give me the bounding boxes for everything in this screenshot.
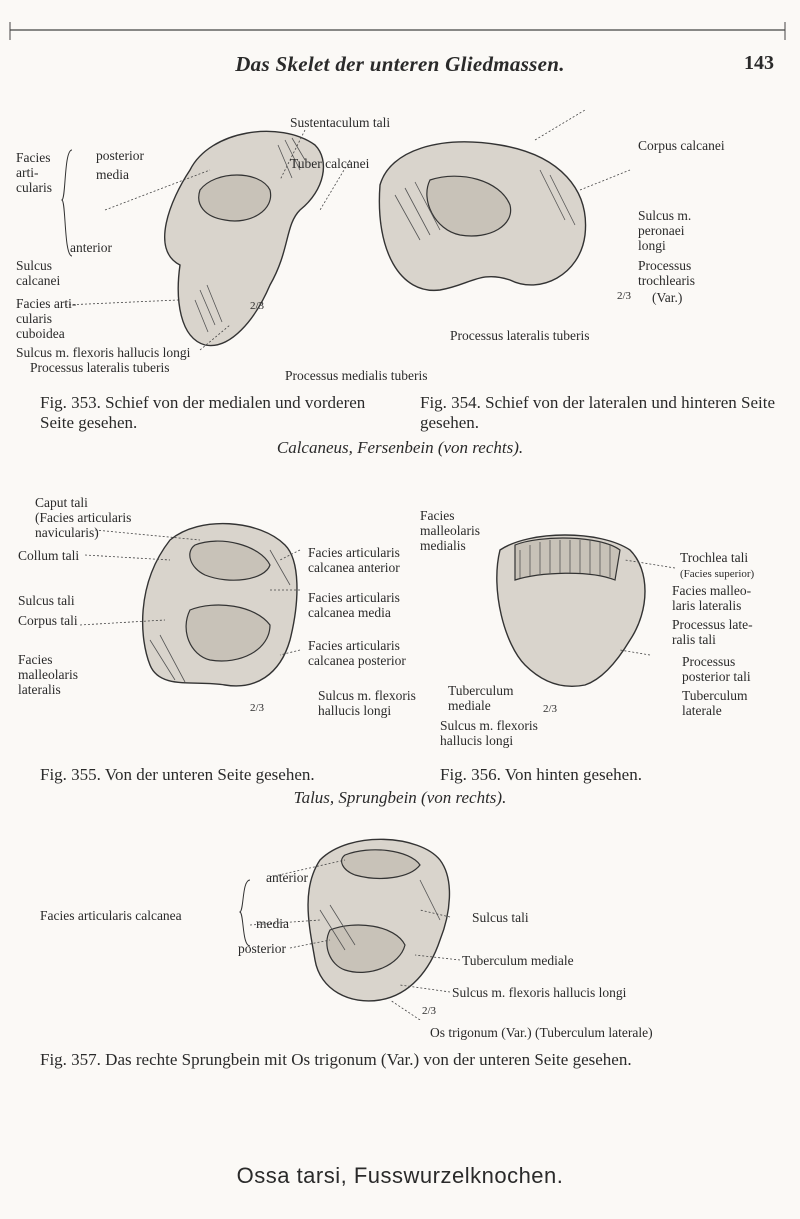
label-proc-lateralis-tuberis: Processus lateralis tuberis bbox=[450, 328, 590, 343]
label-sustentaculum: Sustentaculum tali bbox=[290, 115, 391, 130]
label-os-trigonum: Os trigonum (Var.) (Tuberculum laterale) bbox=[430, 1025, 653, 1040]
scale-354: 2/3 bbox=[617, 290, 632, 302]
label-proc-posterior-tali: Processus posterior tali bbox=[682, 654, 751, 684]
fig355-talus-drawing bbox=[143, 524, 297, 686]
label-fa-posterior: Facies articularis calcanea posterior bbox=[308, 638, 406, 668]
label-tuberculum-mediale-357: Tuberculum mediale bbox=[462, 953, 574, 968]
label-facies-malleolaris-lat-356: Facies malleo- laris lateralis bbox=[672, 583, 752, 613]
subtitle-calcaneus: Calcaneus, Fersenbein (von rechts). bbox=[276, 438, 524, 457]
subtitle-talus: Talus, Sprungbein (von rechts). bbox=[293, 788, 507, 807]
caption-fig356: Fig. 356. Von hinten gesehen. bbox=[440, 765, 642, 784]
label-facies-superior: (Facies superior) bbox=[680, 568, 755, 580]
label-proc-lateralis-353: Processus lateralis tuberis bbox=[30, 360, 170, 375]
scale-356: 2/3 bbox=[543, 703, 558, 715]
label-posterior: posterior bbox=[96, 148, 144, 163]
page-number: 143 bbox=[744, 52, 774, 74]
caption-fig355: Fig. 355. Von der unteren Seite gesehen. bbox=[40, 765, 315, 784]
page-border bbox=[0, 0, 800, 60]
label-posterior-357: posterior bbox=[238, 941, 286, 956]
label-media-357: media bbox=[256, 916, 289, 931]
label-facies-articularis: Facies arti- cularis bbox=[16, 150, 52, 195]
label-var-354: (Var.) bbox=[652, 290, 683, 305]
label-sulcus-flexoris-355: Sulcus m. flexoris hallucis longi bbox=[318, 688, 416, 718]
label-tuberculum-laterale: Tuberculum laterale bbox=[682, 688, 748, 718]
label-media: media bbox=[96, 167, 129, 182]
label-corpus-tali: Corpus tali bbox=[18, 613, 78, 628]
label-facies-cuboidea: Facies arti- cularis cuboidea bbox=[16, 296, 77, 341]
label-anterior: anterior bbox=[70, 240, 112, 255]
caption-fig353: Fig. 353. Schief von der medialen und vorderen Seite gesehen. bbox=[40, 393, 366, 432]
page-footer: Ossa tarsi, Fusswurzelknochen. bbox=[236, 1163, 564, 1188]
fig356-talus-drawing bbox=[497, 535, 645, 686]
label-caput-tali: Caput tali (Facies articularis navicularis) bbox=[35, 495, 132, 540]
label-trochlea-tali: Trochlea tali bbox=[680, 550, 749, 565]
label-sulcus-peronaei: Sulcus m. peronaei longi bbox=[638, 208, 692, 253]
label-sulcus-flexoris-353: Sulcus m. flexoris hallucis longi bbox=[16, 345, 191, 360]
label-sulcus-flexoris-356: Sulcus m. flexoris hallucis longi bbox=[440, 718, 538, 748]
label-fa-media: Facies articularis calcanea media bbox=[308, 590, 400, 620]
label-collum-tali: Collum tali bbox=[18, 548, 80, 563]
page-header-title: Das Skelet der unteren Gliedmassen. bbox=[235, 52, 565, 76]
scale-353: 2/3 bbox=[250, 300, 265, 312]
label-sulcus-calcanei: Sulcus calcanei bbox=[16, 258, 61, 288]
label-tuberculum-mediale-356: Tuberculum mediale bbox=[448, 683, 514, 713]
label-facies-malleolaris-med: Facies malleolaris medialis bbox=[420, 508, 480, 553]
label-facies-calcanea: Facies articularis calcanea bbox=[40, 908, 182, 923]
brace-357 bbox=[238, 878, 252, 948]
label-facies-malleolaris-lat: Facies malleolaris lateralis bbox=[18, 652, 78, 697]
fig354-calcaneus-drawing bbox=[379, 142, 585, 290]
label-corpus-calcanei: Corpus calcanei bbox=[638, 138, 725, 153]
label-sulcus-tali-357: Sulcus tali bbox=[472, 910, 529, 925]
label-proc-trochlearis: Processus trochlearis bbox=[638, 258, 695, 288]
label-sulcus-tali-355: Sulcus tali bbox=[18, 593, 75, 608]
caption-fig357: Fig. 357. Das rechte Sprungbein mit Os trigonum (Var.) von der unteren Seite gesehen. bbox=[40, 1050, 632, 1069]
label-sulcus-flexoris-357: Sulcus m. flexoris hallucis longi bbox=[452, 985, 627, 1000]
label-fa-anterior: Facies articularis calcanea anterior bbox=[308, 545, 400, 575]
scale-355: 2/3 bbox=[250, 702, 265, 714]
label-proc-medialis: Processus medialis tuberis bbox=[285, 368, 428, 383]
label-tuber-calcanei: Tuber calcanei bbox=[290, 156, 370, 171]
scale-357: 2/3 bbox=[422, 1005, 437, 1017]
label-proc-lateralis-tali: Processus late- ralis tali bbox=[672, 617, 753, 647]
label-anterior-357: anterior bbox=[266, 870, 308, 885]
caption-fig354: Fig. 354. Schief von der lateralen und hinteren Seite gesehen. bbox=[420, 393, 776, 432]
